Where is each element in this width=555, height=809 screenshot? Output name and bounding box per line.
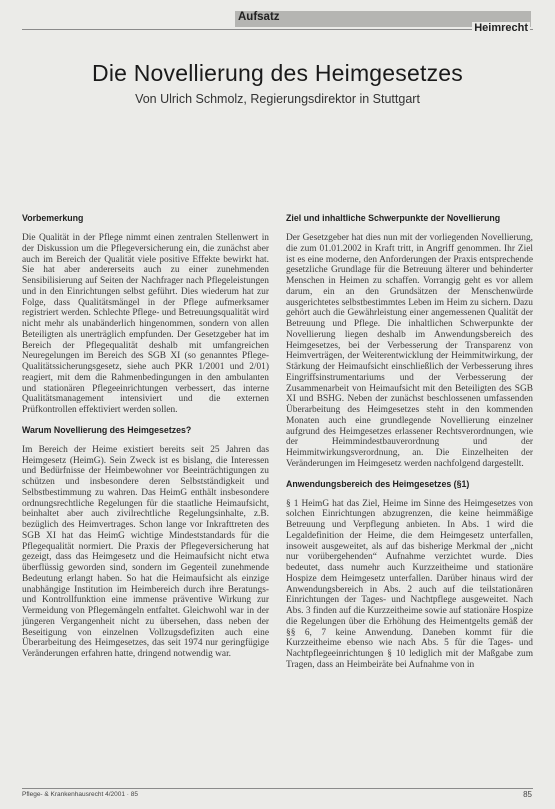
section-heading: Vorbemerkung — [22, 213, 84, 223]
section-paragraph: Der Gesetzgeber hat dies nun mit der vorliegenden Novellierung, die zum 01.01.2002 in Kraft tritt, in Angriff genommen. Ihr Ziel ist es eine moderne, den Anforderungen der Praxis entsprechende gesetzliche Grundlage für die Betreuung älterer und behinderter Menschen in Heimen zu schaffen. Vorrangig geht es vor allem darum, ein an den Grundsätzen der Menschenwürde ausgerichtetes selbstbestimmtes Leben im Heim zu sichern. Dazu gehört auch die Gewährleistung einer angemessenen Qualität der Betreuung und Pflege. Die inhaltlichen Schwerpunkte der Novellierung liegen deshalb im Anwendungsbereich des Heimgesetzes, bei der Verbesserung der Transparenz von Heimverträgen, der Weiterentwicklung der Heimmitwirkung, der Stärkung der Heimaufsicht einschließlich der Verbesserung ihres Eingriffsinstrumentariums und der Verbesserung der Zusammenarbeit von Heimaufsicht mit den Beteiligten des SGB XI und BSHG. Neben der zunächst beschlossenen umfassenden Überarbeitung des Heimgesetzes steht in den kommenden Monaten auch eine grundlegende Novellierung einzelner aufgrund des Heimgesetzes erlassener Rechtsverordnungen, wie der Heimmindestbauverordnung und der Heimmitwirkungsverordnung, an. Die Einzelheiten der Veränderungen im Heimgesetz werden nachfolgend dargestellt. — [286, 233, 533, 469]
footer-journal: Pflege- & Krankenhausrecht 4/2001 · 85 — [22, 791, 138, 798]
footer-rule — [22, 788, 533, 789]
section-paragraph: § 1 HeimG hat das Ziel, Heime im Sinne des Heimgesetzes von solchen Einrichtungen abzugrenzen, die keine heimmäßige Betreuung und Verpflegung anbieten. In Abs. 1 wird die Legaldefinition der Heime, die dem Heimgesetz unterfallen, insoweit ausgeweitet, als auf das bisherige Merkmal der „nicht nur vorübergehenden“ Aufnahme verzichtet wurde. Dies bedeutet, dass numehr auch Kurzzeitheime und stationäre Hospize dem Heimgesetz unterfallen. Darüber hinaus wird der Anwendungsbereich in Abs. 2 auch auf die teilstationären Einrichtungen der Tages- und Nachtpflege ausgeweitet. Nach Abs. 3 finden auf die Kurzzeitheime sowie auf stationäre Hospize die Regelungen über die Erhöhung des Heimentgelts gemäß der §§ 6, 7 keine Anwendung. Daneben kommt für die Kurzzeitheime ebenso wie nach Abs. 5 für die Tages- und Nachtpflegeeinrichtungen § 10 lediglich mit der Maßgabe zum Tragen, dass an Heimbeiräte bei Aufnahme von in — [286, 498, 533, 670]
article-title: Die Novellierung des Heimgesetzes — [92, 60, 463, 86]
section-heading: Anwendungsbereich des Heimgesetzes (§1) — [286, 478, 470, 489]
section-paragraph: Im Bereich der Heime existiert bereits seit 25 Jahren das Heimgesetz (HeimG). Sein Zweck ist es bislang, die Interessen und Bedürfnisse der Heimbewohner vor Beeinträchtigungen zu schützen und insbesondere deren Selbstständigkeit und Selbstbestimmung zu wahren. Das HeimG enthält insbesondere ordnungsrechtliche Regelungen für die staatliche Heimaufsicht, beinhaltet aber auch zivilrechtliche Regelungsinhalte, z.B. bezüglich des Heimvertrages. Schon lange vor Inkrafttreten des SGB XI hat das HeimG wichtige Mindeststandards für die Pflegequalität normiert. Die Praxis der Pflegeversicherung hat gezeigt, dass das Heimgesetz und die Heimaufsicht nicht etwa überflüssig geworden sind, sondern im Gegenteil zunehmende Bedeutung erlangt haben. So hat die Heimaufsicht als einzige unabhängige Institution im Heimbereich durch ihre Beratungs- und Kontrollfunktion eine immense präventive Wirkung zur Vermeidung von Pflegemängeln entfaltet. Gleichwohl war in der jüngeren Vergangenheit nicht zu übersehen, dass neben der Beseitigung von einzelnen Vollzugsdefiziten auch eine Überarbeitung des Heimgesetzes, das seit 1974 nur geringfügige Veränderungen erfahren hatte, dringend notwendig war. — [22, 444, 269, 659]
left-column — [22, 213, 269, 667]
article-byline: Von Ulrich Schmolz, Regierungsdirektor in Stuttgart — [135, 92, 420, 106]
section-heading: Warum Novellierung des Heimgesetzes? — [22, 424, 192, 435]
section-tag: Heimrecht — [474, 22, 528, 34]
section-heading: Ziel und inhaltliche Schwerpunkte der Novellierung — [286, 213, 501, 223]
section-paragraph: Die Qualität in der Pflege nimmt einen zentralen Stellenwert in der Diskussion um die Pflegeversicherung ein, die zunächst aber auch im Bereich der Qualität viele positive Effekte bewirkt hat. Sie hat aber andererseits auch zu einer zunehmenden Sensibilisierung auf Seiten der Nachfrager nach Pflegeleistungen und in den Einrichtungen selbst geführt. Dies wiederum hat zur Folge, dass Qualitätsmängel in der Pflege aufmerksamer registriert werden. Schlechte Pflege- und Betreuungsqualität wird nicht mehr als unabänderlich hingenommen, sondern von allen Beteiligten als unerträglich empfunden. Der Gesetzgeber hat im Bereich der Pflegequalität deshalb mit umfangreichen Neuregelungen im Bereich des SGB XI (so genanntes Pflege-Qualitätssicherungsgesetz, siehe auch PKR 1/2001 und 2/01) reagiert, mit dem die Rahmenbedingungen in den ambulanten und stationären Pflegeeinrichtungen verbessert, das interne Qualitätsmanagement intensiviert und die externen Prüfkontrollen effektiviert werden sollen. — [22, 233, 269, 415]
page-number: 85 — [523, 790, 532, 799]
right-column — [286, 213, 533, 678]
header-rule — [22, 29, 533, 30]
section-label: Aufsatz — [238, 11, 280, 23]
